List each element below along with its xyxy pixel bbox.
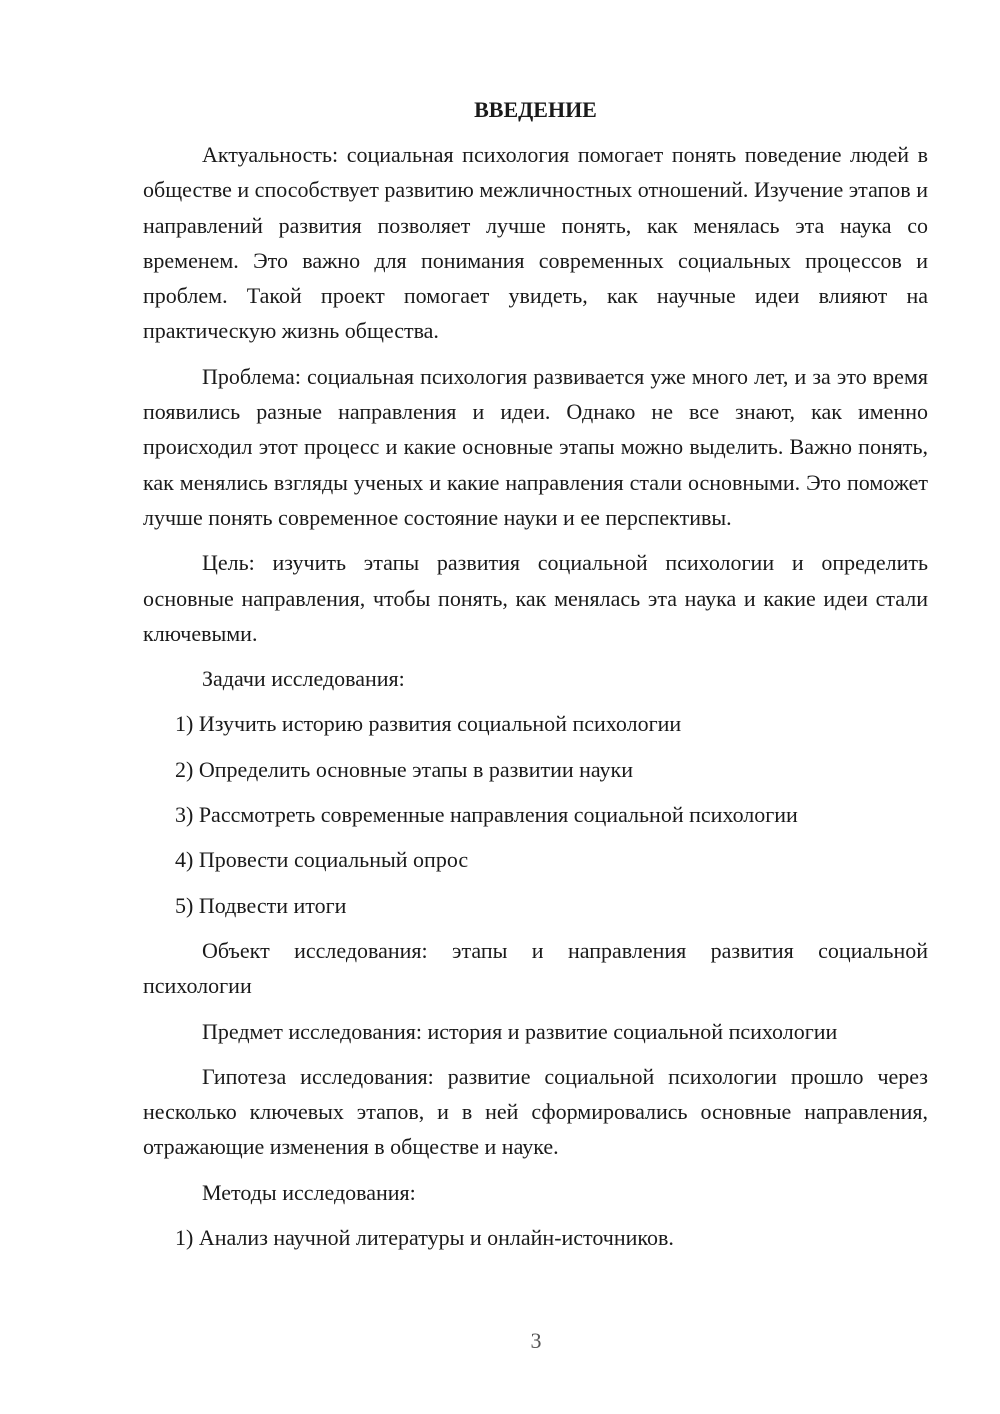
object-paragraph: Объект исследования: этапы и направления развития социальной психологии	[143, 937, 928, 999]
tasks-heading: Задачи исследования:	[202, 666, 405, 692]
page-number: 3	[530, 1328, 542, 1353]
problem-paragraph: Проблема: социальная психология развивается уже много лет, и за это время появились разные направления и идеи. Однако не все знают, как именно происходил этот процесс и какие основные этапы можно выделить. Важно понять, как менялись взгляды ученых и какие направления стали основными. Это поможет лучше понять современное состояние науки и ее перспективы.	[143, 363, 928, 530]
subject-paragraph: Предмет исследования: история и развитие социальной психологии	[202, 1018, 838, 1044]
relevance-paragraph: Актуальность: социальная психология помогает понять поведение людей в обществе и способствует развитию межличностных отношений. Изучение этапов и направлений развития позволяет лучше понять, как менялась эта наука со временем. Это важно для понимания современных социальных процессов и проблем. Такой проект помогает увидеть, как научные идеи влияют на практическую жизнь общества.	[143, 142, 928, 344]
task-item: 3) Рассмотреть современные направления социальной психологии	[175, 802, 798, 828]
task-item: 5) Подвести итоги	[175, 892, 347, 918]
task-item: 4) Провести социальный опрос	[175, 847, 469, 873]
method-item: 1) Анализ научной литературы и онлайн-источников.	[175, 1225, 674, 1251]
task-item: 2) Определить основные этапы в развитии науки	[175, 756, 634, 782]
section-title: ВВЕДЕНИЕ	[474, 97, 597, 122]
hypothesis-paragraph: Гипотеза исследования: развитие социальной психологии прошло через несколько ключевых этапов, и в ней сформировались основные направления, отражающие изменения в обществе и науке.	[143, 1063, 928, 1160]
document-page	[143, 92, 928, 1265]
task-item: 1) Изучить историю развития социальной психологии	[175, 711, 682, 737]
goal-paragraph: Цель: изучить этапы развития социальной психологии и определить основные направления, чтобы понять, как менялась эта наука и какие идеи стали ключевыми.	[143, 550, 928, 646]
methods-heading: Методы исследования:	[202, 1179, 416, 1205]
